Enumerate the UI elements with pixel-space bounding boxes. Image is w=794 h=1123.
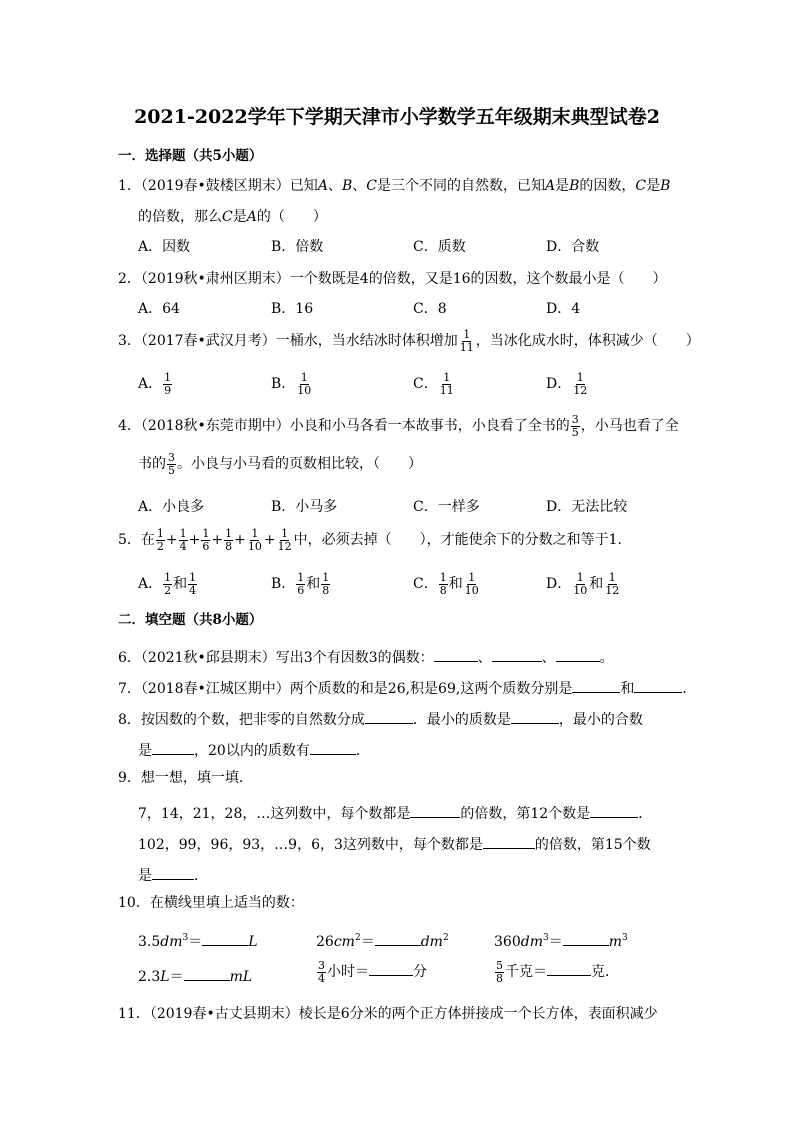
question-5: 5．在 $\frac{1}{2}$ + $\frac{1}{4}$ + $\frac{1}{6}$ + $\frac{1}{8}$ + $\frac{1}{10}$ + $\frac{1}{12}$ 中，必须去掉（ ），才能使余下的分数之和等于1． [118, 527, 632, 553]
q4-option-a[interactable]: A．小良多 [138, 499, 205, 515]
q10-item-1: $3.5dm^3= L$ [138, 933, 258, 950]
q3-option-a[interactable]: A． $\frac{1}{9}$ [138, 371, 172, 397]
q5-option-c[interactable]: C． $\frac{1}{8}$ 和 $\frac{1}{10}$ [413, 571, 479, 597]
q5-option-d[interactable]: D． $\frac{1}{10}$ 和 $\frac{1}{12}$ [546, 571, 620, 597]
q4-option-d[interactable]: D．无法比较 [546, 499, 628, 515]
question-11: 11．（2019春•古丈县期末）棱长是6分米的两个正方体拼接成一个长方体，表面积减少 [118, 1006, 658, 1022]
page-title: 2021-2022学年下学期天津市小学数学五年级期末典型试卷2 [134, 106, 660, 128]
q1-option-a[interactable]: A．因数 [138, 239, 191, 255]
question-7: 7．（2018春•江城区期中）两个质数的和是26,积是69,这两个质数分别是 和 ． [118, 678, 696, 696]
answer-blank[interactable] [152, 865, 194, 880]
question-10: 10．在横线里填上适当的数： [118, 895, 304, 911]
answer-blank[interactable] [434, 647, 478, 662]
answer-blank[interactable] [202, 931, 248, 946]
q3-option-d[interactable]: D． $\frac{1}{12}$ [546, 371, 588, 397]
q2-option-c[interactable]: C．8 [413, 301, 447, 317]
answer-blank[interactable] [365, 709, 413, 724]
q10-item-5: $\frac{3}{4}$ 小时＝ 分 [318, 959, 427, 985]
q10-item-4: 2.3L＝ mL [138, 966, 252, 984]
question-1-line-1: 1．（2019春•鼓楼区期末）已知A、B、C是三个不同的自然数，已知A是B的因数，C是B [118, 178, 671, 194]
question-9-part-1: 7，14，21，28，…这列数中，每个数都是 的倍数，第12个数是 ． [138, 803, 652, 821]
question-4-line-1: 4．（2018秋•东莞市期中）小良和小马各看一本故事书，小良看了全书的 $\frac{3}{5}$ ，小马也看了全 [118, 413, 679, 439]
q4-option-b[interactable]: B．小马多 [271, 499, 338, 515]
answer-blank[interactable] [184, 966, 230, 981]
answer-blank[interactable] [547, 961, 591, 976]
answer-blank[interactable] [152, 740, 194, 755]
answer-blank[interactable] [634, 678, 682, 693]
answer-blank[interactable] [590, 803, 638, 818]
q3-option-c[interactable]: C． $\frac{1}{11}$ [413, 371, 454, 397]
answer-blank[interactable] [556, 647, 600, 662]
q2-option-b[interactable]: B．16 [271, 301, 314, 317]
question-2: 2．（2019秋•肃州区期末）一个数既是4的倍数，又是16的因数，这个数最小是（ ） [118, 271, 667, 287]
q2-option-d[interactable]: D．4 [546, 301, 581, 317]
answer-blank[interactable] [563, 931, 609, 946]
q1-option-b[interactable]: B．倍数 [271, 239, 324, 255]
question-1-line-2: 的倍数，那么C是A的（ ） [138, 209, 327, 225]
question-9-part-2-line-2: 是 ． [138, 865, 208, 883]
answer-blank[interactable] [410, 803, 460, 818]
q2-option-a[interactable]: A．64 [138, 301, 180, 317]
q10-item-3: $360dm^3= m^3$ [494, 933, 628, 950]
answer-blank[interactable] [483, 834, 535, 849]
question-9-part-2-line-1: 102，99，96，93，…9，6，3这列数中，每个数都是 的倍数，第15个数 [138, 834, 651, 852]
q1-option-c[interactable]: C．质数 [413, 239, 466, 255]
q4-option-c[interactable]: C．一样多 [413, 499, 480, 515]
question-3: 3．（2017春•武汉月考）一桶水，当水结冰时体积增加 $\frac{1}{11}$ ，当冰化成水时，体积减少（ ） [118, 328, 700, 354]
q5-option-b[interactable]: B． $\frac{1}{6}$ 和 $\frac{1}{8}$ [271, 571, 330, 597]
question-8-line-2: 是 ，20以内的质数有 ． [138, 740, 370, 758]
section-heading-fill: 二．填空题（共8小题） [118, 612, 263, 628]
answer-blank[interactable] [310, 740, 356, 755]
question-6: 6．（2021秋•邱县期末）写出3个有因数3的偶数： 、 、 。 [118, 647, 614, 665]
q1-option-d[interactable]: D．合数 [546, 239, 600, 255]
question-9: 9．想一想，填一填． [118, 770, 253, 786]
answer-blank[interactable] [572, 678, 620, 693]
answer-blank[interactable] [511, 709, 559, 724]
q10-item-2: $26cm^2= dm^2$ [316, 933, 449, 950]
question-4-line-2: 书的 $\frac{3}{5}$ 。小良与小马看的页数相比较，（ ） [138, 451, 422, 477]
answer-blank[interactable] [375, 931, 421, 946]
q10-item-6: $\frac{5}{8}$ 千克＝ 克． [496, 959, 619, 985]
q5-option-a[interactable]: A． $\frac{1}{2}$ 和 $\frac{1}{4}$ [138, 571, 197, 597]
answer-blank[interactable] [492, 647, 542, 662]
q3-option-b[interactable]: B． $\frac{1}{10}$ [271, 371, 312, 397]
section-heading-choice: 一．选择题（共5小题） [118, 148, 263, 164]
answer-blank[interactable] [369, 961, 413, 976]
fraction: $\frac{1}{11}$ [459, 328, 474, 354]
question-8-line-1: 8．按因数的个数，把非零的自然数分成 ．最小的质数是 ，最小的合数 [118, 709, 643, 727]
